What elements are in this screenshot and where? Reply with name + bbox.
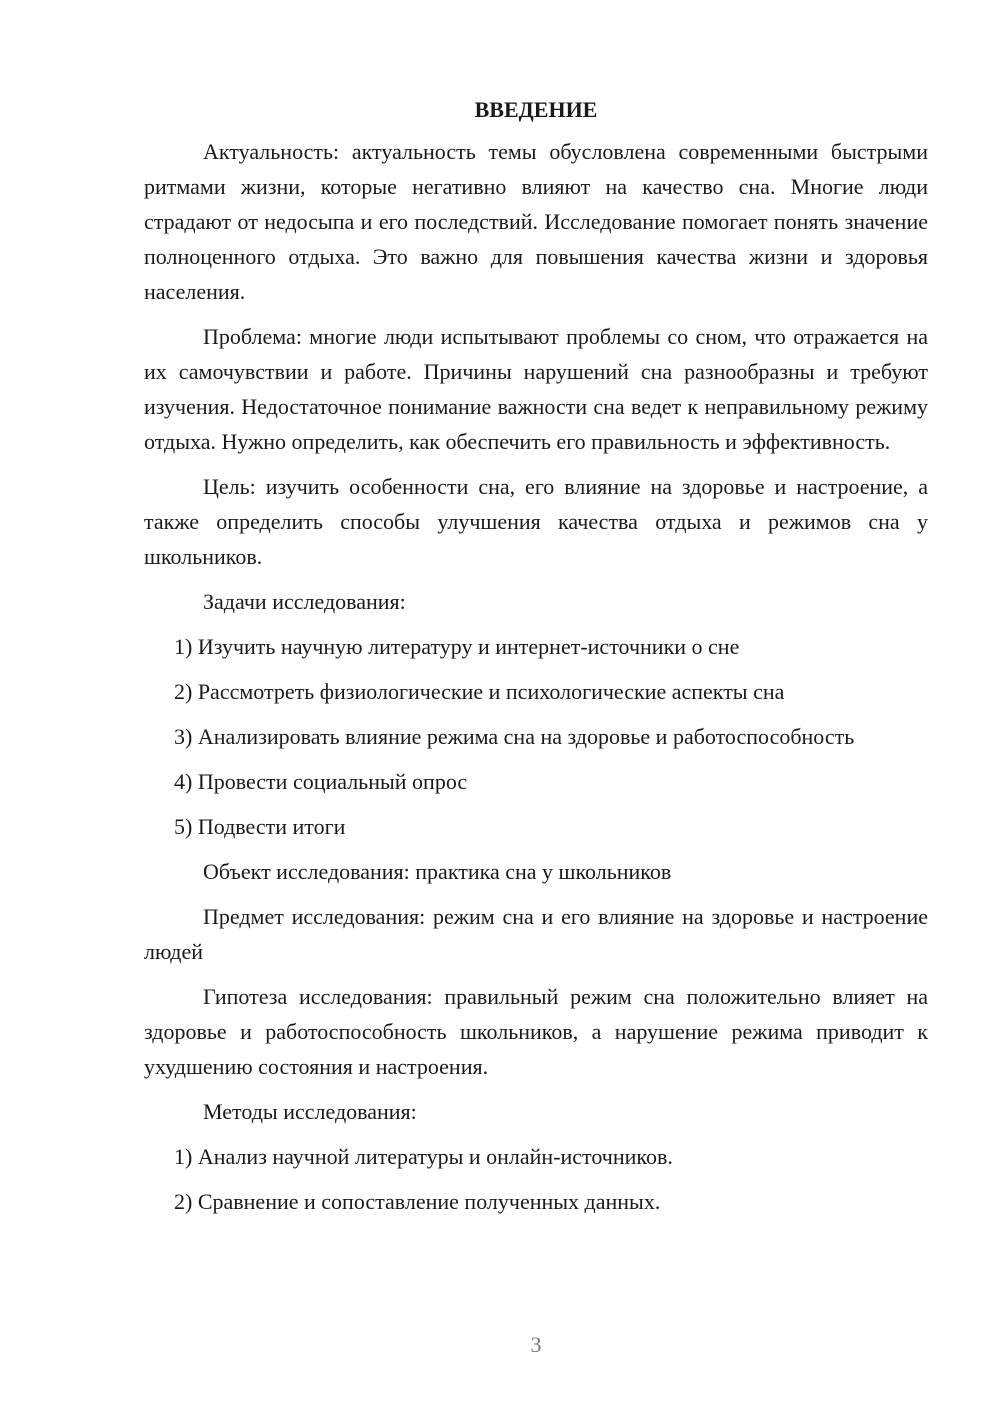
- tasks-heading: Задачи исследования:: [203, 589, 406, 614]
- task-item-5: 5) Подвести итоги: [174, 814, 346, 839]
- object-paragraph: Объект исследования: практика сна у школьников: [203, 859, 672, 884]
- task-item-2: 2) Рассмотреть физиологические и психологические аспекты сна: [174, 679, 785, 704]
- method-item-2: 2) Сравнение и сопоставление полученных данных.: [174, 1189, 661, 1214]
- problem-paragraph: Проблема: многие люди испытывают проблемы со сном, что отражается на их самочувствии и работе. Причины нарушений сна разнообразны и требуют изучения. Недостаточное понимание важности сна ведет к неправильному режиму отдыха. Нужно определить, как обеспечить его правильность и эффективность.: [144, 324, 928, 454]
- document-title: ВВЕДЕНИЕ: [474, 97, 598, 122]
- task-item-1: 1) Изучить научную литературу и интернет-источники о сне: [174, 634, 740, 659]
- task-item-4: 4) Провести социальный опрос: [174, 769, 468, 794]
- task-item-3: 3) Анализировать влияние режима сна на здоровье и работоспособность: [174, 724, 855, 749]
- document-page: [144, 92, 928, 1229]
- page-number: 3: [530, 1332, 542, 1357]
- method-item-1: 1) Анализ научной литературы и онлайн-источников.: [174, 1144, 673, 1169]
- methods-heading: Методы исследования:: [203, 1099, 417, 1124]
- relevance-paragraph: Актуальность: актуальность темы обусловлена современными быстрыми ритмами жизни, которые негативно влияют на качество сна. Многие люди страдают от недосыпа и его последствий. Исследование помогает понять значение полноценного отдыха. Это важно для повышения качества жизни и здоровья населения.: [144, 139, 928, 304]
- hypothesis-paragraph: Гипотеза исследования: правильный режим сна положительно влияет на здоровье и работоспособность школьников, а нарушение режима приводит к ухудшению состояния и настроения.: [144, 984, 928, 1079]
- subject-paragraph: Предмет исследования: режим сна и его влияние на здоровье и настроение людей: [144, 904, 928, 964]
- goal-paragraph: Цель: изучить особенности сна, его влияние на здоровье и настроение, а также определить способы улучшения качества отдыха и режимов сна у школьников.: [144, 474, 928, 569]
